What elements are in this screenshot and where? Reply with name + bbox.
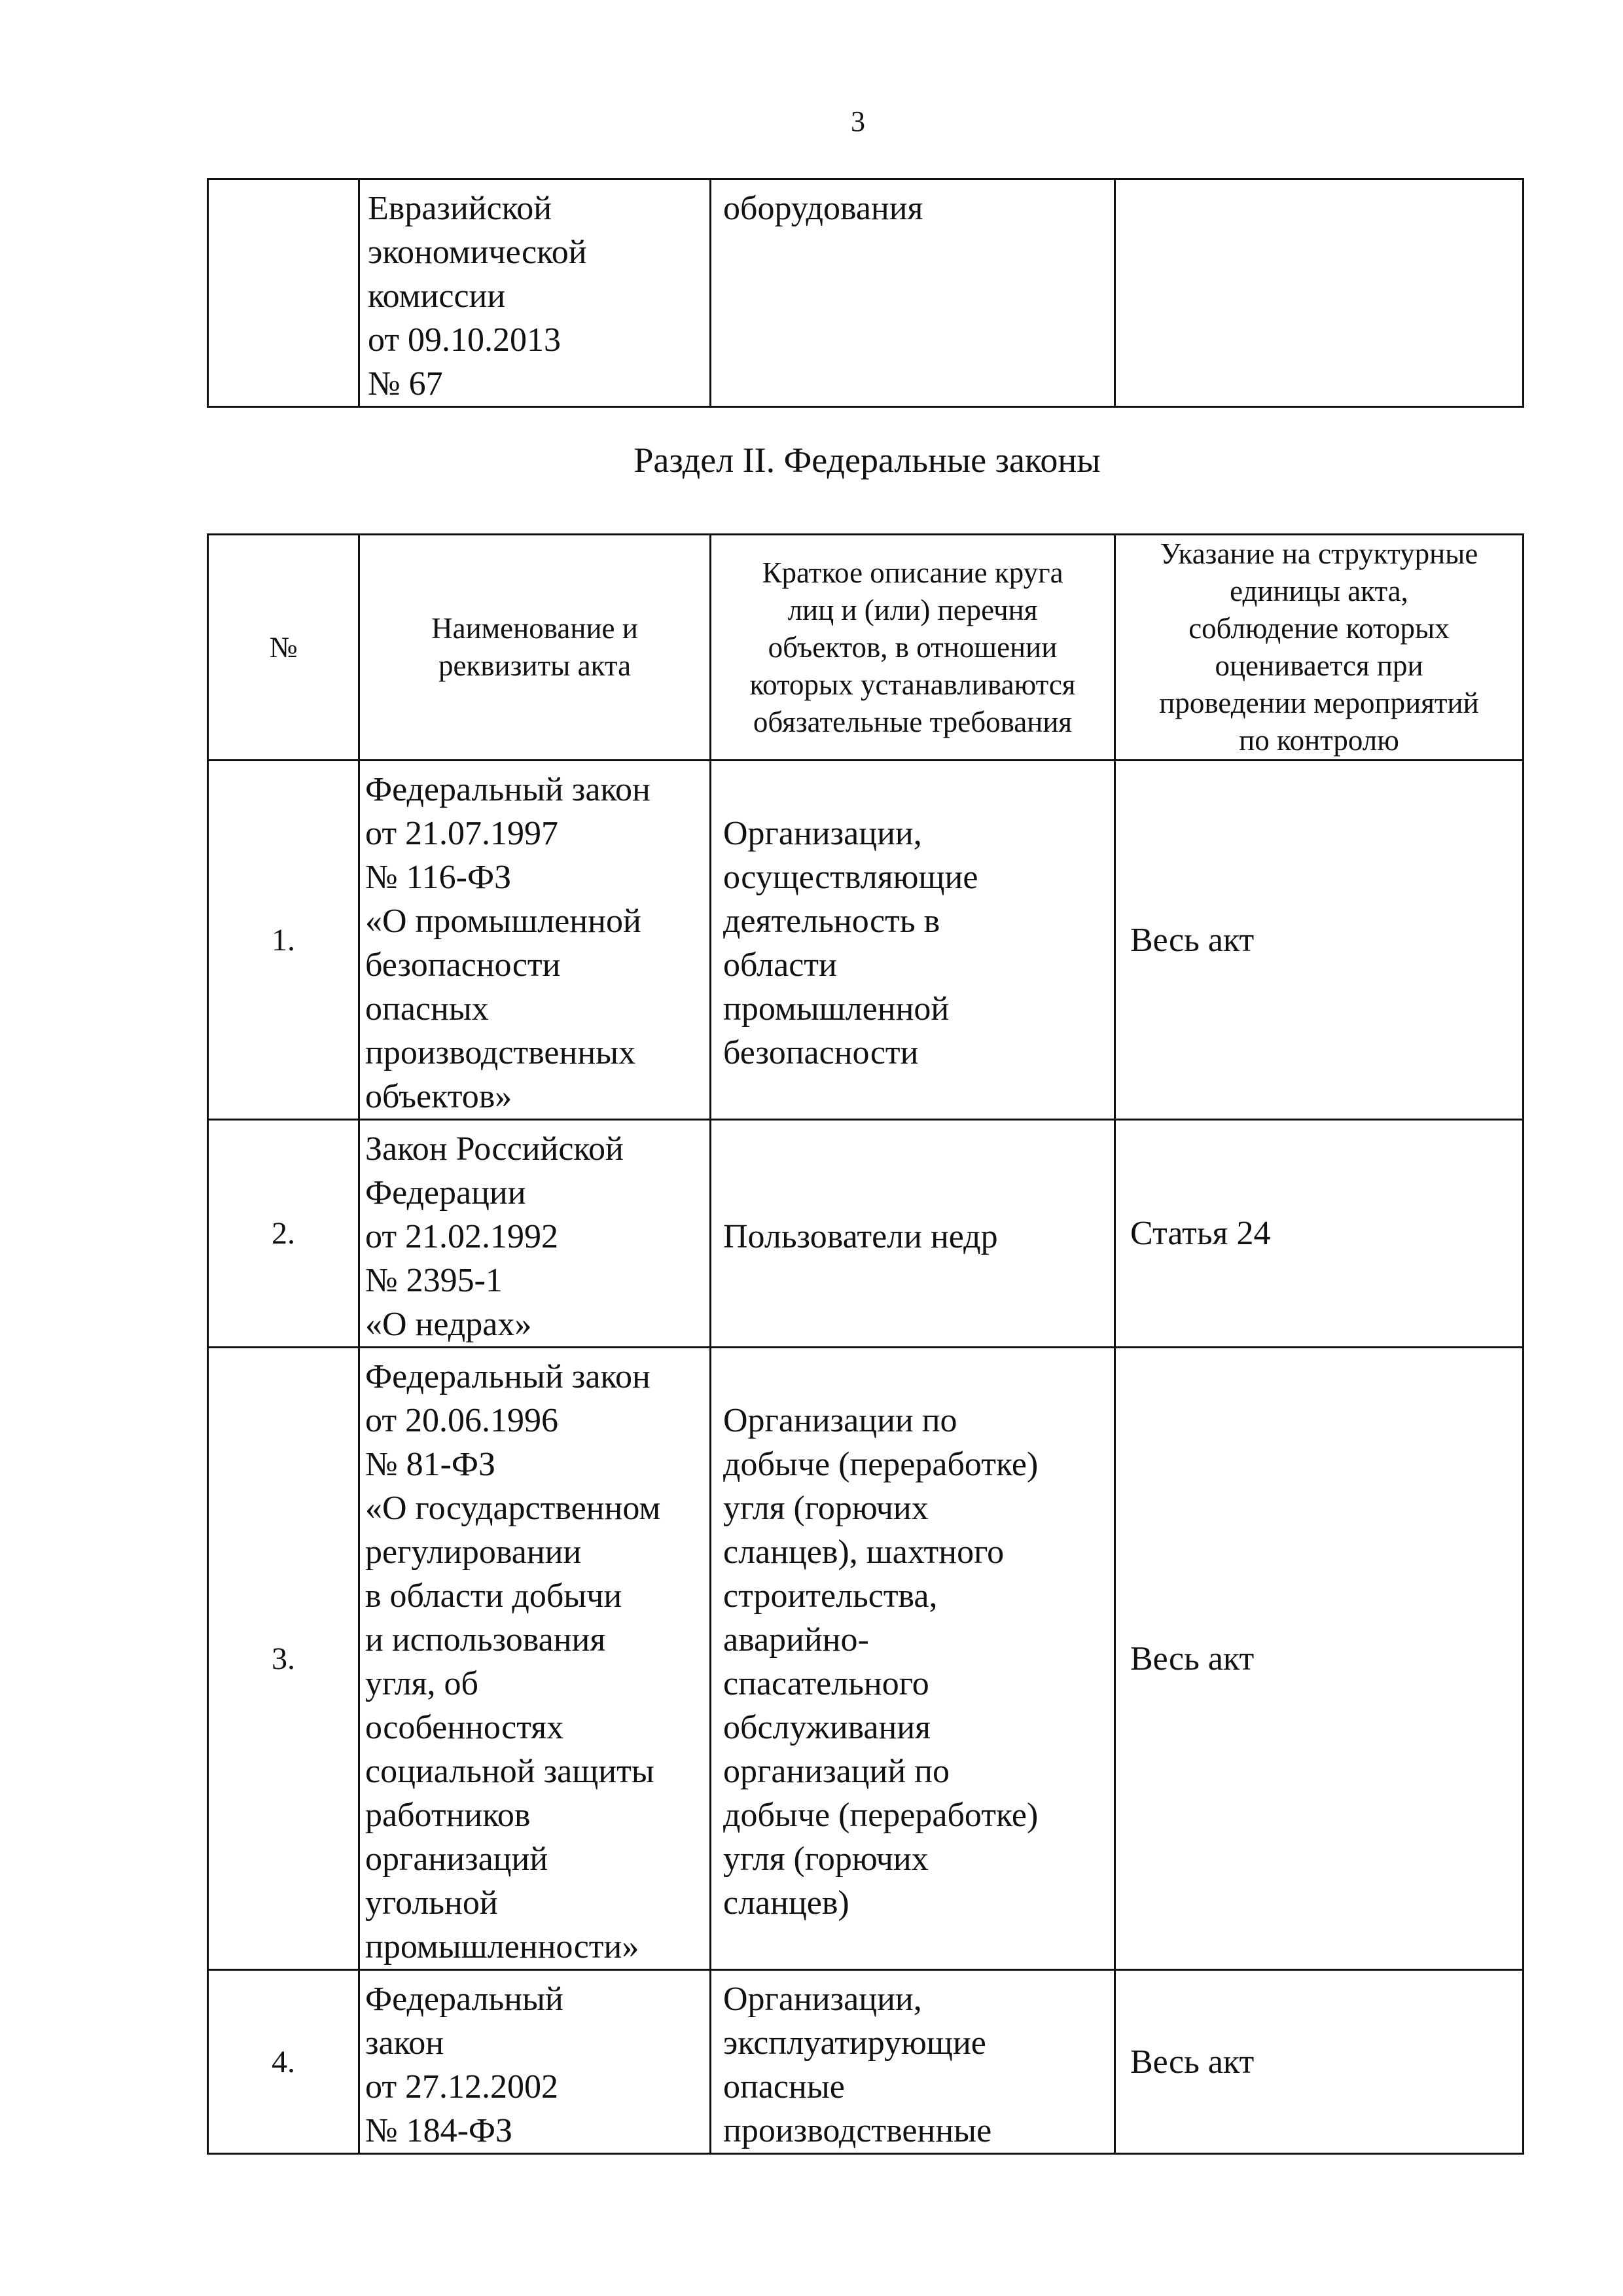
- act-name: Федеральный закон от 20.06.1996 № 81-ФЗ «О государственном регулировании в области добычи и использования угля, об особенностях социальной защиты работников организаций угольной промышленности»: [365, 1358, 661, 1965]
- act-description: Организации по добыче (переработке) угля (горючих сланцев), шахтного строительства, аварийно- спасательного обслуживания организаций по добыче (переработке) угля (горючих сланцев): [723, 1402, 1039, 1922]
- table-row: [208, 761, 1524, 1120]
- row-number: 4.: [208, 1970, 359, 2154]
- act-name: Федеральный закон от 21.07.1997 № 116-ФЗ «О промышленной безопасности опасных производственных объектов»: [365, 771, 651, 1115]
- act-description: Организации, эксплуатирующие опасные производственные: [723, 1981, 992, 2149]
- act-name-cell: [359, 179, 711, 407]
- page-number: 3: [851, 105, 865, 137]
- table-row: [208, 1120, 1524, 1348]
- act-name: Федеральный закон от 27.12.2002 № 184-ФЗ: [365, 1981, 563, 2149]
- act-name: Евразийской экономической комиссии от 09.10.2013 № 67: [368, 190, 587, 403]
- act-description: Организации, осуществляющие деятельность в области промышленной безопасности: [723, 815, 978, 1071]
- header-name: Наименование и реквизиты акта: [359, 535, 711, 761]
- row-number: 1.: [208, 761, 359, 1120]
- description-cell: [711, 1348, 1115, 1970]
- description-cell: [711, 761, 1115, 1120]
- act-units: [1116, 180, 1522, 187]
- description-cell: [711, 179, 1115, 407]
- description-cell: [711, 1970, 1115, 2154]
- act-name-cell: [359, 1970, 711, 2154]
- laws-table: [207, 533, 1524, 2155]
- act-description: оборудования: [723, 190, 923, 227]
- act-units: Весь акт: [1115, 761, 1524, 1120]
- header-num: №: [208, 535, 359, 761]
- row-number: 3.: [208, 1348, 359, 1970]
- act-name-cell: [359, 1120, 711, 1348]
- continued-table: [207, 178, 1524, 408]
- table-row: [208, 1970, 1524, 2154]
- act-name-cell: [359, 761, 711, 1120]
- act-name-cell: [359, 1348, 711, 1970]
- table-row: [208, 1348, 1524, 1970]
- act-name: Закон Российской Федерации от 21.02.1992 № 2395-1 «О недрах»: [365, 1130, 624, 1343]
- act-units: Статья 24: [1115, 1120, 1524, 1348]
- table-row: [208, 179, 1524, 407]
- units-cell: [1115, 179, 1524, 407]
- header-description: Краткое описание круга лиц и (или) перечня объектов, в отношении которых устанавливаются обязательные требования: [711, 535, 1115, 761]
- section-title: Раздел II. Федеральные законы: [633, 440, 1101, 480]
- num-cell: [208, 179, 359, 407]
- header-row: [208, 535, 1524, 761]
- act-units: Весь акт: [1115, 1970, 1524, 2154]
- description-cell: [711, 1120, 1115, 1348]
- act-units: Весь акт: [1115, 1348, 1524, 1970]
- row-number: 2.: [208, 1120, 359, 1348]
- act-description: Пользователи недр: [723, 1218, 998, 1255]
- header-units: Указание на структурные единицы акта, соблюдение которых оценивается при проведении мероприятий по контролю: [1115, 535, 1524, 761]
